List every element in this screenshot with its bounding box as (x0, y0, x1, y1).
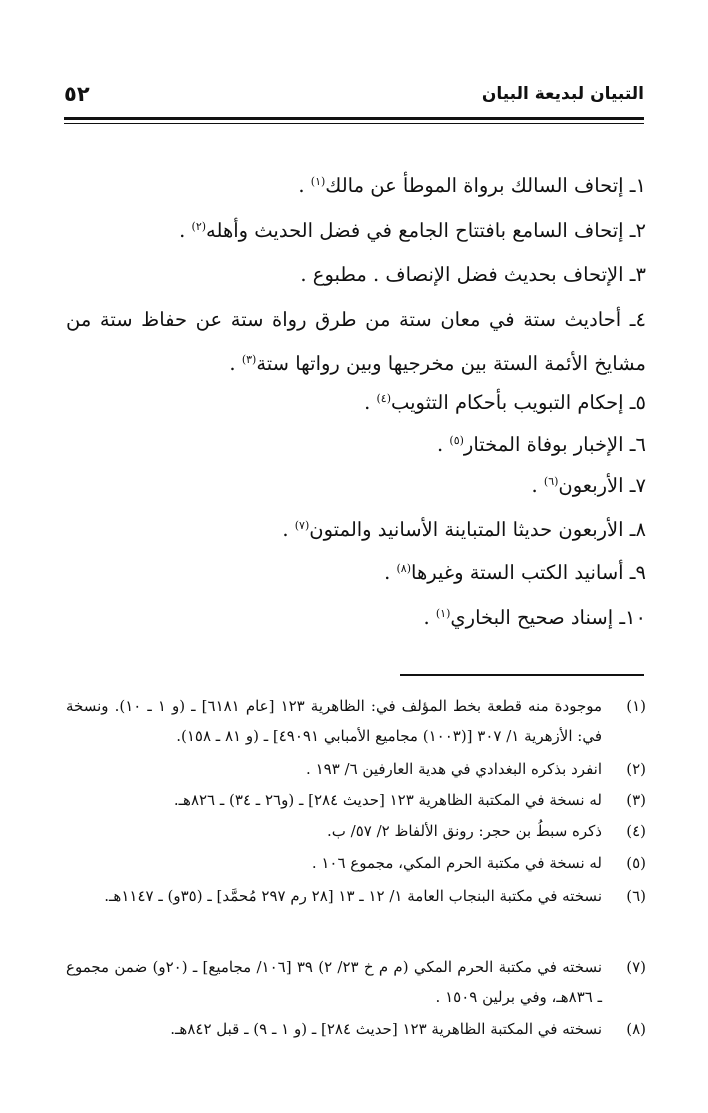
list-item: ٣ـ الإتحاف بحديث فضل الإنصاف . مطبوع . (300, 263, 646, 286)
footnote-ref: (٢) (191, 220, 207, 233)
footnote-ref: (٣) (241, 353, 257, 366)
footnote-text: له نسخة في مكتبة الحرم المكي، مجموع ١٠٦ . (311, 854, 602, 872)
footnote-separator (400, 674, 644, 676)
list-item: ٢ـ إتحاف السامع بافتتاح الجامع في فضل الحديث وأهله$^{(٢)}$ . (179, 219, 646, 242)
footnote-text: انفرد بذكره البغدادي في هدية العارفين ٦/ ١٩٣ . (306, 760, 602, 778)
footnote (66, 754, 646, 784)
list-item: ٨ـ الأربعون حديثا المتباينة الأسانيد والمتون$^{(٧)}$ . (282, 518, 646, 541)
list-item: ١ـ إتحاف السالك برواة الموطأ عن مالك$^{(١)}$ . (298, 174, 646, 197)
footnote-number: (٢) (626, 760, 646, 778)
footnote (66, 881, 646, 911)
footnote-number: (٣) (626, 791, 646, 809)
footnote-text: موجودة منه قطعة بخط المؤلف في: الظاهرية ١٢٣ [عام ٦١٨١] ـ (و ١ ـ ١٠). ونسخة في: الأزهرية ١/ ٣٠٧ [(١٠٠٣) مجاميع الأمبابي ٤٩٠٩١] ـ (و ٨١ ـ ١٥٨). (66, 697, 603, 745)
footnote-number: (٦) (626, 887, 646, 905)
footnote-number: (١) (626, 697, 646, 715)
list-item: ٤ـ أحاديث ستة في معان ستة من طرق رواة ستة عن حفاظ ستة من مشايخ الأئمة الستة بين مخرجيها وبين رواتها ستة$^{(٣)}$ . (66, 308, 646, 375)
footnote-ref: (١) (310, 175, 326, 188)
footnote (66, 785, 646, 815)
list-item: ٥ـ إحكام التبويب بأحكام التثويب$^{(٤)}$ . (364, 391, 646, 414)
header-rule-thick (64, 117, 644, 120)
footnote-ref: (١) (435, 607, 451, 620)
header-rule-thin (64, 123, 644, 124)
list-item: ١٠ـ إسناد صحيح البخاري$^{(١)}$ . (423, 606, 646, 629)
footnote-ref: (٦) (543, 475, 559, 488)
footnote (66, 816, 646, 846)
footnote-text: نسخته في مكتبة الحرم المكي (م م خ ٢٣/ ٢) ٣٩ [١٠٦/ مجاميع] ـ (٢٠و) ضمن مجموع ـ ٨٣٦هـ، وفي برلين ١٥٠٩ . (66, 958, 603, 1006)
footnote-text: نسخته في مكتبة البنجاب العامة ١/ ١٢ ـ ١٣ [٢٨ رم ٢٩٧ مُحمَّد] ـ (٣٥و) ـ ١١٤٧هـ. (104, 887, 602, 905)
footnote-ref: (٨) (396, 562, 412, 575)
footnote-text: ذكره سبطُ بن حجر: رونق الألفاظ ٢/ ٥٧/ ب. (326, 822, 602, 840)
footnote-ref: (٧) (294, 519, 310, 532)
footnote-number: (٧) (626, 958, 646, 976)
list-item: ٩ـ أسانيد الكتب الستة وغيرها$^{(٨)}$ . (384, 561, 646, 584)
footnote-number: (٥) (626, 854, 646, 872)
page-number: ٥٢ (64, 82, 90, 106)
footnote-text: له نسخة في المكتبة الظاهرية ١٢٣ [حديث ٢٨٤] ـ (و٢٦ ـ ٣٤) ـ ٨٢٦هـ. (173, 791, 602, 809)
footnote (66, 848, 646, 878)
list-item: ٧ـ الأربعون$^{(٦)}$ . (531, 474, 646, 497)
footnote (66, 952, 646, 1012)
page-header (64, 82, 644, 112)
footnote-text: نسخته في المكتبة الظاهرية ١٢٣ [حديث ٢٨٤] ـ (و ١ ـ ٩) ـ قبل ٨٤٢هـ. (170, 1020, 602, 1038)
footnote-ref: (٥) (449, 434, 464, 447)
footnote-number: (٤) (626, 822, 646, 840)
footnote (66, 1014, 646, 1044)
footnote-ref: (٤) (376, 392, 391, 405)
footnote (66, 691, 646, 751)
running-title: التبيان لبديعة البيان (481, 84, 644, 104)
footnote-number: (٨) (626, 1020, 646, 1038)
list-item: ٦ـ الإخبار بوفاة المختار$^{(٥)}$ . (437, 433, 646, 456)
